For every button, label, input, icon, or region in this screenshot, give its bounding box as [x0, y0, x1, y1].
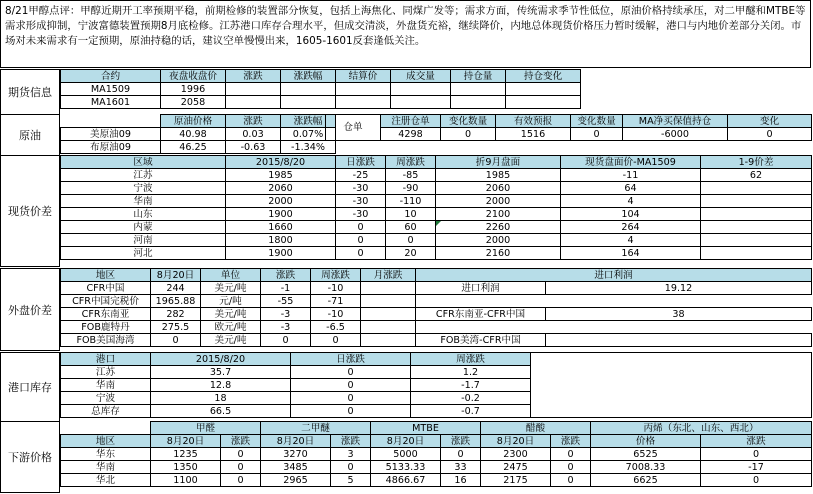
cell: 2260 [436, 221, 561, 234]
side-label-external: 外盘价差 [0, 268, 60, 351]
cell: 5133.33 [371, 461, 441, 474]
cell: 1900 [226, 247, 336, 260]
cell [701, 195, 812, 208]
table-row [61, 448, 812, 461]
col-daily-change: 日涨跌 [291, 353, 411, 366]
col-change: 涨跌 [226, 115, 281, 128]
cell [506, 96, 581, 109]
profit-value: 38 [546, 308, 812, 321]
group-mtbe: MTBE [371, 422, 481, 435]
table-row [61, 308, 812, 321]
downstream-group-row [61, 422, 812, 435]
downstream-table [60, 421, 812, 487]
cell: 104 [561, 208, 701, 221]
col-date: 2015/8/20 [151, 353, 291, 366]
cell: 0 [336, 234, 386, 247]
cell: -17 [701, 461, 812, 474]
warrant-table [325, 114, 812, 141]
table-row [61, 221, 812, 234]
col-change: 涨跌 [226, 70, 281, 83]
cell: 282 [151, 308, 201, 321]
cell: 0 [701, 448, 812, 461]
cell: 33 [441, 461, 481, 474]
col-region: 地区 [61, 435, 151, 448]
cell: -6.5 [311, 321, 361, 334]
col-crude-price: 原油价格 [161, 115, 226, 128]
cell [281, 96, 336, 109]
cell: 0 [571, 128, 623, 141]
col-daily-change: 日涨跌 [336, 156, 386, 169]
cell: 0 [311, 334, 361, 347]
cell: -30 [336, 182, 386, 195]
cell: 0 [221, 448, 261, 461]
cell: 美元/吨 [201, 308, 261, 321]
cell: 12.8 [151, 379, 291, 392]
cell [701, 208, 812, 221]
col-date: 8月20日 [261, 435, 331, 448]
cell: -1 [261, 282, 311, 295]
table-row [61, 334, 812, 347]
col-change-pct: 涨跌幅 [281, 115, 336, 128]
cell: 2100 [436, 208, 561, 221]
table-row [61, 182, 812, 195]
blank-cell [531, 353, 812, 418]
cell [391, 96, 451, 109]
col-net-hedge-position: MA净买保值持仓 [623, 115, 728, 128]
cell: -6000 [623, 128, 728, 141]
cell: 布原油09 [61, 141, 161, 154]
cell: 0 [151, 334, 201, 347]
cell [451, 96, 506, 109]
cell: 5 [331, 474, 371, 487]
cell: 华南 [61, 461, 151, 474]
cell [361, 308, 416, 321]
cell: FOB鹿特丹 [61, 321, 151, 334]
spot-header-row [61, 156, 812, 169]
cell: 0.07% [281, 128, 336, 141]
cell: 10 [386, 208, 436, 221]
cell [701, 182, 812, 195]
cell [226, 96, 281, 109]
cell: 江苏 [61, 169, 226, 182]
commentary-note: 8/21甲醇点评：甲醇近期开工率预期平稳，前期检修的装置部分恢复，包括上海焦化、同煤广发等；需求方面，传统需求季节性低位，原油价格持续承压，对二甲醚和MTBE等需求形成抑制，宁波富德装置预期8月底检修。江苏港口库存合理水平，但成交清淡，外盘货充裕，继续降价，内地总体现货价格压力暂时缓解，港口与内地价差部分关闭。市场对未来需求有一定预期，原油持稳的话，建议空单慢慢出来，1605-1601反套逢低关注。 [0, 0, 811, 68]
group-acetic-acid: 醋酸 [481, 422, 591, 435]
cell: -0.63 [226, 141, 281, 154]
cell [701, 247, 812, 260]
col-oi-change: 持仓变化 [506, 70, 581, 83]
col-date: 2015/8/20 [226, 156, 336, 169]
cell [391, 83, 451, 96]
cell: 0 [701, 474, 812, 487]
col-night-close: 夜盘收盘价 [161, 70, 226, 83]
cell [226, 83, 281, 96]
table-row [61, 321, 812, 334]
cell: 1235 [151, 448, 221, 461]
cell: 美原油09 [61, 128, 161, 141]
cell: 60 [386, 221, 436, 234]
blank-cell [61, 422, 151, 435]
warrant-header-row [326, 115, 812, 128]
crude-header-row [61, 115, 336, 128]
cell: 264 [561, 221, 701, 234]
cell: 275.5 [151, 321, 201, 334]
cell: 2000 [226, 195, 336, 208]
side-label-spot: 现货价差 [0, 155, 60, 267]
profit-label: CFR东南亚-CFR中国 [416, 308, 546, 321]
cell: -11 [561, 169, 701, 182]
cell [701, 234, 812, 247]
table-row [61, 295, 812, 308]
group-formaldehyde: 甲醛 [151, 422, 261, 435]
col-weekly-change: 周涨跌 [311, 269, 361, 282]
side-label-crude: 原油 [0, 114, 60, 156]
col-change: 涨跌 [701, 435, 812, 448]
downstream-header-row [61, 435, 812, 448]
cell: CFR东南亚 [61, 308, 151, 321]
cell: 0 [291, 405, 411, 418]
cell: 0 [291, 366, 411, 379]
cell: 0 [291, 392, 411, 405]
cell [336, 96, 391, 109]
table-row [61, 128, 336, 141]
cell: 35.7 [151, 366, 291, 379]
cell: 0 [551, 448, 591, 461]
cell: 1.2 [411, 366, 531, 379]
cell: -55 [261, 295, 311, 308]
cell: 1965.88 [151, 295, 201, 308]
cell: 0 [441, 448, 481, 461]
cell: 2000 [436, 195, 561, 208]
table-row [61, 247, 812, 260]
cell: 1516 [496, 128, 571, 141]
cell: 0 [336, 221, 386, 234]
cell: 2300 [481, 448, 551, 461]
table-row [61, 282, 812, 295]
col-weekly-change: 周涨跌 [411, 353, 531, 366]
cell: 3270 [261, 448, 331, 461]
group-propylene: 丙烯（东北、山东、西北） [591, 422, 812, 435]
cell: CFR中国完税价 [61, 295, 151, 308]
external-table [60, 268, 812, 347]
blank-cell [546, 295, 812, 308]
cell: -0.2 [411, 392, 531, 405]
cell: 244 [151, 282, 201, 295]
cell: 18 [151, 392, 291, 405]
table-row [61, 208, 812, 221]
col-change-qty-2: 变化数量 [571, 115, 623, 128]
cell: 4 [561, 195, 701, 208]
cell: -3 [261, 321, 311, 334]
cell: 2000 [436, 234, 561, 247]
cell: 宁波 [61, 392, 151, 405]
cell: 0 [551, 474, 591, 487]
cell: 华南 [61, 195, 226, 208]
cell: 46.25 [161, 141, 226, 154]
cell [451, 83, 506, 96]
cell: 16 [441, 474, 481, 487]
cell: 40.98 [161, 128, 226, 141]
table-row [61, 195, 812, 208]
cell: 0 [221, 474, 261, 487]
blank-cell [546, 321, 812, 334]
group-dme: 二甲醚 [261, 422, 371, 435]
table-row [61, 474, 812, 487]
cell: -110 [386, 195, 436, 208]
cell: 1900 [226, 208, 336, 221]
cell: -25 [336, 169, 386, 182]
cell: 2060 [436, 182, 561, 195]
cell [701, 221, 812, 234]
cell: 0 [331, 461, 371, 474]
col-valid-forecast: 有效预报 [496, 115, 571, 128]
cell: -1.7 [411, 379, 531, 392]
cell: 华南 [61, 379, 151, 392]
cell: -10 [311, 282, 361, 295]
col-open-interest: 持仓量 [451, 70, 506, 83]
col-date: 8月20日 [481, 435, 551, 448]
col-registered-warrant: 注册仓单 [381, 115, 441, 128]
col-change-qty: 变化数量 [441, 115, 496, 128]
cell: 62 [701, 169, 812, 182]
col-change-2: 变化 [728, 115, 812, 128]
cell: 0 [261, 334, 311, 347]
cell: 0 [728, 128, 812, 141]
cell: 2965 [261, 474, 331, 487]
col-change: 涨跌 [221, 435, 261, 448]
cell: -30 [336, 195, 386, 208]
cell: 元/吨 [201, 295, 261, 308]
cell: 2060 [226, 182, 336, 195]
profit-value [546, 334, 812, 347]
cell: 2175 [481, 474, 551, 487]
cell: 1985 [436, 169, 561, 182]
cell: -90 [386, 182, 436, 195]
cell: -85 [386, 169, 436, 182]
cell: 1350 [151, 461, 221, 474]
cell: -10 [311, 308, 361, 321]
cell: 2058 [161, 96, 226, 109]
cell: -0.7 [411, 405, 531, 418]
spot-table [60, 155, 812, 260]
col-date: 8月20日 [371, 435, 441, 448]
col-unit: 单位 [201, 269, 261, 282]
port-header-row [61, 353, 812, 366]
col-contract: 合约 [61, 70, 161, 83]
cell: CFR中国 [61, 282, 151, 295]
col-sept-basis: 折9月盘面 [436, 156, 561, 169]
cell: 0 [441, 128, 496, 141]
cell: 1996 [161, 83, 226, 96]
cell: 6525 [591, 448, 701, 461]
col-change-pct: 涨跌幅 [281, 70, 336, 83]
cell: 美元/吨 [201, 334, 261, 347]
col-date: 8月20日 [151, 435, 221, 448]
col-change: 涨跌 [331, 435, 371, 448]
cell [361, 295, 416, 308]
side-label-downstream: 下游价格 [0, 421, 60, 493]
cell: 1100 [151, 474, 221, 487]
col-monthly-change: 月涨跌 [361, 269, 416, 282]
cell: -3 [261, 308, 311, 321]
cell: 总库存 [61, 405, 151, 418]
cell: 欧元/吨 [201, 321, 261, 334]
cell [506, 83, 581, 96]
col-change: 涨跌 [551, 435, 591, 448]
cell: 3485 [261, 461, 331, 474]
blank-cell [416, 321, 546, 334]
cell: 0 [291, 379, 411, 392]
cell: 河北 [61, 247, 226, 260]
table-row [61, 141, 336, 154]
cell: 64 [561, 182, 701, 195]
cell: 华北 [61, 474, 151, 487]
cell: MA1509 [61, 83, 161, 96]
cell [361, 334, 416, 347]
cell: -1.34% [281, 141, 336, 154]
cell: 5000 [371, 448, 441, 461]
col-change: 涨跌 [441, 435, 481, 448]
cell: 66.5 [151, 405, 291, 418]
cell: -30 [336, 208, 386, 221]
cell: 0 [336, 247, 386, 260]
cell: 2160 [436, 247, 561, 260]
col-price: 价格 [591, 435, 701, 448]
cell: -71 [311, 295, 361, 308]
col-port: 港口 [61, 353, 151, 366]
cell: 山东 [61, 208, 226, 221]
profit-label: FOB美湾-CFR中国 [416, 334, 546, 347]
profit-value: 19.12 [546, 282, 812, 295]
col-volume: 成交量 [391, 70, 451, 83]
cell: 0 [221, 461, 261, 474]
blank-cell [61, 115, 161, 128]
col-region: 区域 [61, 156, 226, 169]
col-import-profit: 进口利润 [416, 269, 812, 282]
cell: 宁波 [61, 182, 226, 195]
cell: 4298 [381, 128, 441, 141]
side-label-port: 港口库存 [0, 352, 60, 422]
table-row [61, 169, 812, 182]
col-1-9-spread: 1-9价差 [701, 156, 812, 169]
cell: 江苏 [61, 366, 151, 379]
cell: 0 [551, 461, 591, 474]
cell: 20 [386, 247, 436, 260]
cell: 2475 [481, 461, 551, 474]
cell: 164 [561, 247, 701, 260]
cell: 6625 [591, 474, 701, 487]
table-row [61, 234, 812, 247]
cell: 1660 [226, 221, 336, 234]
cell [361, 321, 416, 334]
profit-label: 进口利润 [416, 282, 546, 295]
cell [361, 282, 416, 295]
cell: 0.03 [226, 128, 281, 141]
cell: MA1601 [61, 96, 161, 109]
cell [336, 83, 391, 96]
external-header-row [61, 269, 812, 282]
cell: 3 [331, 448, 371, 461]
futures-table [60, 69, 581, 109]
crude-table [60, 114, 336, 154]
cell: 河南 [61, 234, 226, 247]
cell: 内蒙 [61, 221, 226, 234]
cell: 美元/吨 [201, 282, 261, 295]
table-row [61, 83, 581, 96]
col-weekly-change: 周涨跌 [386, 156, 436, 169]
cell: 4 [561, 234, 701, 247]
blank-cell [416, 295, 546, 308]
table-row [61, 96, 581, 109]
col-settle: 结算价 [336, 70, 391, 83]
cell [281, 83, 336, 96]
cell: 1800 [226, 234, 336, 247]
col-spot-minus-futures: 现货盘面价-MA1509 [561, 156, 701, 169]
port-table [60, 352, 812, 418]
col-change: 涨跌 [261, 269, 311, 282]
cell: FOB美国海湾 [61, 334, 151, 347]
cell: 4866.67 [371, 474, 441, 487]
side-label-futures: 期货信息 [0, 69, 60, 115]
cell: 华东 [61, 448, 151, 461]
cell: 7008.33 [591, 461, 701, 474]
table-row [61, 461, 812, 474]
col-date: 8月20日 [151, 269, 201, 282]
cell: 0 [386, 234, 436, 247]
col-region: 地区 [61, 269, 151, 282]
cell: 1985 [226, 169, 336, 182]
futures-header-row [61, 70, 581, 83]
warrant-label: 仓单 [326, 115, 381, 141]
